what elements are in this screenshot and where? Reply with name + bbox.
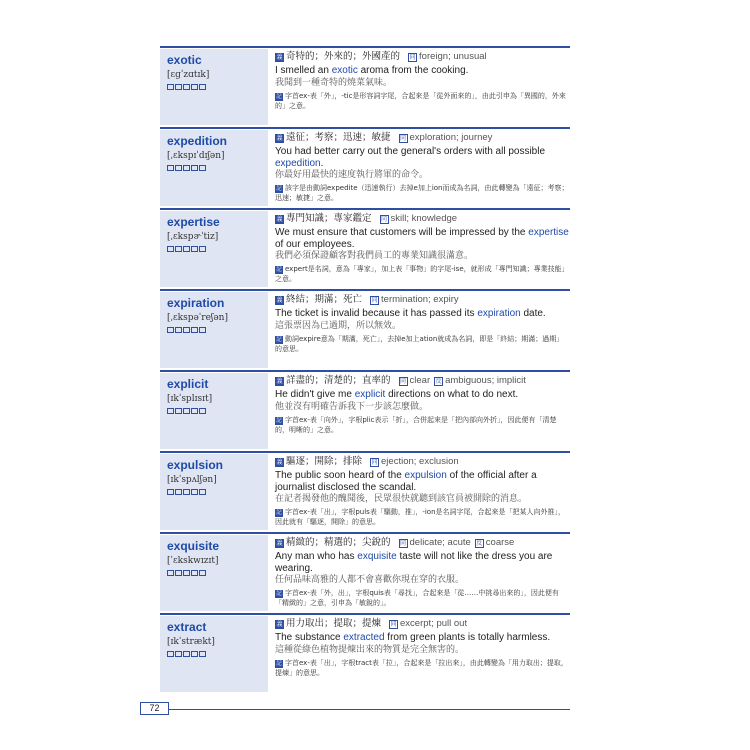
review-checkboxes xyxy=(167,489,268,495)
entry-expulsion xyxy=(160,451,570,532)
example-sentence: I smelled an exotic aroma from the cooking. xyxy=(275,65,469,76)
entry-divider xyxy=(160,370,570,372)
headword: expulsion xyxy=(167,458,224,472)
synonym-icon: 同 xyxy=(400,377,407,385)
definition: 驅逐；開除；排除 xyxy=(286,456,363,467)
synonyms: delicate; acute xyxy=(409,537,471,548)
synonym-icon: 同 xyxy=(400,134,407,142)
review-checkboxes xyxy=(167,246,268,252)
phonetic: [ɛgˈzɑtɪk] xyxy=(167,70,210,80)
definition-panel xyxy=(268,532,570,613)
example-sentence: The public soon heard of the expulsion of the official after a journalist disclosed the scandal. xyxy=(275,470,537,493)
synonym-icon: 同 xyxy=(409,53,416,61)
example-sentence: The substance extracted from green plants is totally harmless. xyxy=(275,632,551,643)
definition: 詳盡的；清楚的；直率的 xyxy=(286,375,391,386)
word-panel xyxy=(160,292,268,368)
definition: 奇特的；外來的；外國產的 xyxy=(286,51,401,62)
phonetic: [ˌɛkspɪˈdɪʃən] xyxy=(167,151,225,161)
page-number: 72 xyxy=(140,702,169,715)
entry-divider xyxy=(160,532,570,534)
word-panel xyxy=(160,49,268,125)
example-sentence: Any man who has exquisite taste will not like the dress you are wearing. xyxy=(275,551,553,574)
chinese-translation: 他並沒有明確告訴我下一步該怎麼做。 xyxy=(275,401,429,412)
review-checkboxes xyxy=(167,84,268,90)
etymology-note: 記 expert是名詞，意為「專家」，加上表「事物」的字尾-ise，就形成「專門知識；專業技能」之意。 xyxy=(275,265,569,283)
chinese-translation: 我聞到一種奇特的燒菜氣味。 xyxy=(275,77,393,88)
definition-panel xyxy=(268,613,570,694)
entry-exotic xyxy=(160,46,570,127)
headword: exquisite xyxy=(167,539,220,553)
synonyms: exploration; journey xyxy=(409,132,493,143)
headword: expertise xyxy=(167,215,220,229)
etymology-note: 記 字首ex-表「向外」，字根plic表示「折」，合併起來是「把內部向外折」，因此便有「清楚的，明晰的」之意。 xyxy=(275,415,557,434)
definition-icon: 義 xyxy=(276,377,283,385)
entry-explicit xyxy=(160,370,570,451)
definition-icon: 義 xyxy=(276,620,283,628)
entry-divider xyxy=(160,451,570,453)
highlighted-word: expedition xyxy=(275,157,321,169)
highlighted-word: expulsion xyxy=(404,470,447,481)
definition-icon: 義 xyxy=(276,134,283,142)
synonym-icon: 同 xyxy=(400,539,407,547)
word-panel xyxy=(160,454,268,530)
definition-line xyxy=(275,456,570,468)
antonym-icon: 反 xyxy=(476,539,483,547)
antonym-icon: 反 xyxy=(435,377,442,385)
headword: exotic xyxy=(167,53,202,67)
memory-icon: 記 xyxy=(276,93,282,100)
entry-divider xyxy=(160,208,570,210)
definition-line xyxy=(275,213,570,225)
review-checkboxes xyxy=(167,327,268,333)
synonyms: clear xyxy=(409,375,431,386)
definition-line xyxy=(275,618,570,630)
definition-icon: 義 xyxy=(276,296,283,304)
entry-divider xyxy=(160,46,570,48)
definition: 終結；期滿；死亡 xyxy=(286,294,363,305)
synonyms: skill; knowledge xyxy=(390,213,458,224)
entry-expiration xyxy=(160,289,570,370)
review-checkboxes xyxy=(167,408,268,414)
synonyms: termination; expiry xyxy=(381,294,459,305)
definition-icon: 義 xyxy=(276,458,283,466)
etymology-note: 記 該字是由動詞expedite（迅速執行）去掉e加上ion而成為名詞，由此轉變為「遠征；考察；迅速；敏捷」之意。 xyxy=(275,184,569,202)
definition-line xyxy=(275,51,570,63)
chinese-translation: 你最好用最快的速度執行將軍的命令。 xyxy=(275,170,429,180)
etymology-note: 記 字首ex-表「出」，字根puls表「驅動，推」，-ion是名詞字尾，合起來是「把某人向外推」，因此就有「驅逐，開除」的意思。 xyxy=(275,508,566,526)
chinese-translation: 這種從綠色植物提煉出來的物質是完全無害的。 xyxy=(275,644,465,655)
highlighted-word: exquisite xyxy=(357,551,397,562)
word-panel xyxy=(160,130,268,206)
phonetic: [ɪkˈspʌlʃən] xyxy=(167,475,217,485)
definition-line xyxy=(275,537,570,549)
chinese-translation: 這張票因為已過期，所以無效。 xyxy=(275,320,402,331)
definition: 用力取出；提取；提煉 xyxy=(286,618,382,629)
memory-icon: 記 xyxy=(276,510,282,516)
definition: 遠征；考察；迅速；敏捷 xyxy=(286,132,391,143)
review-checkboxes xyxy=(167,165,268,171)
entry-extract xyxy=(160,613,570,694)
synonyms: ejection; exclusion xyxy=(381,456,459,467)
synonyms: excerpt; pull out xyxy=(400,618,468,629)
antonyms: coarse xyxy=(485,537,515,548)
example-sentence: He didn't give me explicit directions on what to do next. xyxy=(275,389,519,400)
definition-icon: 義 xyxy=(276,53,283,61)
definition: 專門知識；專家鑑定 xyxy=(286,213,372,224)
etymology-note: 記 字首ex-表「外，出」，字根quis表「尋找」，合起來是「從……中挑尋出來的」，因此便有「精緻的」之意，引申為「敏銳的」。 xyxy=(275,589,559,607)
entry-divider xyxy=(160,127,570,129)
example-sentence: You had better carry out the general's orders with all possible expedition. xyxy=(275,146,546,169)
etymology-note: 記 動詞expire意為「期滿，死亡」，去掉e加上ation就成為名詞，即是「終結；期滿；過期」的意思。 xyxy=(275,334,564,353)
example-sentence: We must ensure that customers will be impressed by the expertise of our employees. xyxy=(275,227,569,250)
etymology-note: 記 字首ex-表「外」，-tic是形容詞字尾，合起來是「從外面來的」，由此引申為「異國的，外來的」之意。 xyxy=(275,91,566,110)
headword: explicit xyxy=(167,377,209,391)
entry-divider xyxy=(160,289,570,291)
memory-icon: 記 xyxy=(276,660,282,667)
memory-icon: 記 xyxy=(276,417,282,424)
phonetic: [ɪkˈstrækt] xyxy=(167,637,215,647)
headword: expiration xyxy=(167,296,225,310)
review-checkboxes xyxy=(167,570,268,576)
word-panel xyxy=(160,373,268,449)
definition-line xyxy=(275,375,570,387)
definition-panel xyxy=(268,289,570,370)
highlighted-word: expiration xyxy=(477,308,521,319)
entry-expertise xyxy=(160,208,570,289)
definition-panel xyxy=(268,370,570,451)
headword: extract xyxy=(167,620,207,634)
entry-expedition xyxy=(160,127,570,208)
synonym-icon: 同 xyxy=(371,458,378,466)
definition-icon: 義 xyxy=(276,539,283,547)
definition-panel xyxy=(268,127,570,208)
definition-line xyxy=(275,294,570,306)
phonetic: [ɪkˈsplɪsɪt] xyxy=(167,394,213,404)
highlighted-word: extracted xyxy=(343,632,385,643)
memory-icon: 記 xyxy=(276,336,282,343)
definition-icon: 義 xyxy=(276,215,283,223)
memory-icon: 記 xyxy=(276,591,282,597)
highlighted-word: explicit xyxy=(354,389,386,400)
word-panel xyxy=(160,616,268,692)
example-sentence: The ticket is invalid because it has passed its expiration date. xyxy=(275,308,546,319)
etymology-note: 記 字首ex-表「出」，字根tract表「拉」，合起來是「拉出來」，由此轉變為「用力取出；提取，提煉」的意思。 xyxy=(275,658,568,677)
phonetic: [ˈɛkskwɪzɪt] xyxy=(167,556,219,566)
headword: expedition xyxy=(167,134,228,148)
highlighted-word: expertise xyxy=(528,227,569,238)
antonyms: ambiguous; implicit xyxy=(445,375,526,386)
synonyms: foreign; unusual xyxy=(419,51,487,62)
memory-icon: 記 xyxy=(276,186,282,192)
chinese-translation: 我們必須保證顧客對我們員工的專業知識很滿意。 xyxy=(275,251,474,261)
footer-rule xyxy=(168,709,570,710)
review-checkboxes xyxy=(167,651,268,657)
memory-icon: 記 xyxy=(276,267,282,273)
highlighted-word: exotic xyxy=(331,65,358,76)
definition-line xyxy=(275,132,570,144)
phonetic: [ˌɛkspəˈreʃən] xyxy=(167,313,228,323)
definition-panel xyxy=(268,208,570,289)
entry-divider xyxy=(160,613,570,615)
chinese-translation: 任何品味高雅的人都不會喜歡你現在穿的衣服。 xyxy=(275,575,465,585)
word-panel xyxy=(160,211,268,287)
entry-exquisite xyxy=(160,532,570,613)
phonetic: [ˌɛkspɚˈtiz] xyxy=(167,232,219,242)
synonym-icon: 同 xyxy=(371,296,378,304)
vocabulary-page xyxy=(160,46,570,694)
chinese-translation: 在記者揭發他的醜聞後，民眾很快就聽到該官員被開除的消息。 xyxy=(275,494,528,504)
definition-panel xyxy=(268,451,570,532)
synonym-icon: 同 xyxy=(381,215,388,223)
definition: 精緻的；精選的；尖銳的 xyxy=(286,537,391,548)
word-panel xyxy=(160,535,268,611)
synonym-icon: 同 xyxy=(390,620,397,628)
definition-panel xyxy=(268,46,570,127)
